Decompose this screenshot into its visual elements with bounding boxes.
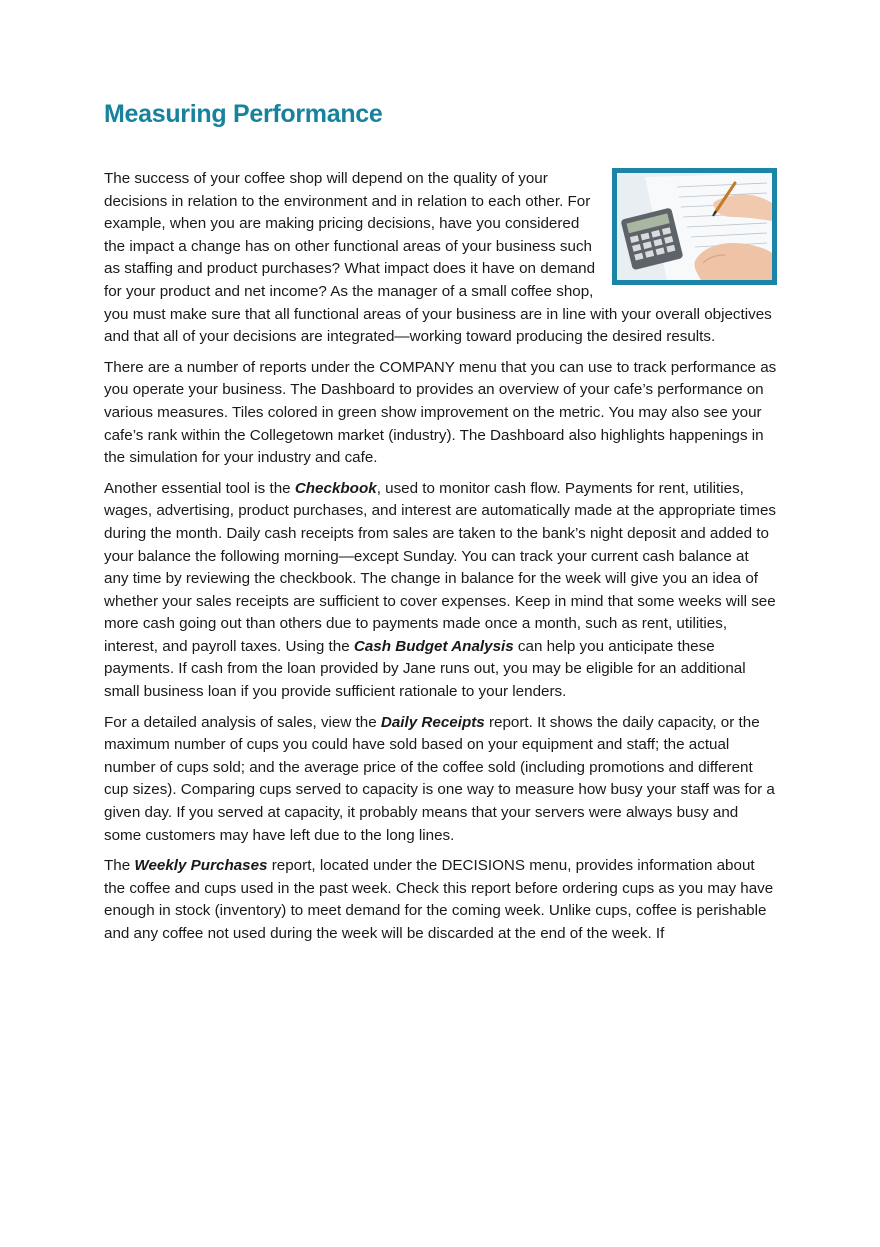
cash-budget-analysis-term: Cash Budget Analysis xyxy=(353,637,514,655)
checkbook-term: Checkbook xyxy=(294,479,377,497)
calculator-photo xyxy=(612,168,777,285)
paragraph-weekly-purchases: The Weekly Purchases report, located under the DECISIONS menu, provides information about the coffee and cups used in the past week. Check this report before ordering cups as you may have enough in stock (inventory) to meet demand for the coming week. Unlike cups, coffee is perishable and any coffee not used during the week will be discarded at the end of the week. If xyxy=(104,857,774,942)
paragraph-intro: The success of your coffee shop will depend on the quality of your decisions in relation to the environment and in relation to each other. For example, when you are making pricing decisions, have you considered the impact a change has on other functional areas of your business such as staffing and product purchases? What impact does it have on demand for your product and net income? As the manager of a small coffee shop, you must make sure that all functional areas of your business are in line with your overall objectives and that all of your decisions are integrated—working toward producing the desired results. xyxy=(104,170,772,346)
daily-receipts-term: Daily Receipts xyxy=(380,713,485,731)
paragraph-checkbook: Another essential tool is the Checkbook, used to monitor cash flow. Payments for rent, utilities, wages, advertising, product purchases, and interest are automatically made at the appropriate times during the month. Daily cash receipts from sales are taken to the bank’s night deposit and added to your balance the following morning—except Sunday. You can track your current cash balance at any time by reviewing the checkbook. The change in balance for the week will give you an idea of whether your sales receipts are sufficient to cover expenses. Keep in mind that some weeks will see more cash going out than others due to payments made once a month, such as rent, utilities, interest, and payroll taxes. Using the Cash Budget Analysis can help you anticipate these payments. If cash from the loan provided by Jane runs out, you may be eligible for an additional small business loan if you provide sufficient rationale to your lenders. xyxy=(104,479,776,701)
document-page xyxy=(104,100,777,954)
paragraph-daily-receipts: For a detailed analysis of sales, view the Daily Receipts report. It shows the daily capacity, or the maximum number of cups you could have sold based on your equipment and staff; the actual number of cups sold; and the average price of the coffee sold (including promotions and different cup sizes). Comparing cups served to capacity is one way to measure how busy your staff was for a given day. If you served at capacity, it probably means that your servers were always busy and some customers may have left due to the long lines. xyxy=(104,713,775,844)
page-title: Measuring Performance xyxy=(104,100,383,128)
weekly-purchases-term: Weekly Purchases xyxy=(134,857,268,875)
body-content xyxy=(104,168,777,946)
paragraph-company-menu: There are a number of reports under the COMPANY menu that you can use to track performance as you operate your business. The Dashboard to provides an overview of your cafe’s performance on various measures. Tiles colored in green show improvement on the metric. You may also see your cafe’s rank within the Collegetown market (industry). The Dashboard also highlights happenings in the simulation for your industry and cafe. xyxy=(104,358,777,467)
calculator-hand-writing-icon xyxy=(617,173,772,280)
